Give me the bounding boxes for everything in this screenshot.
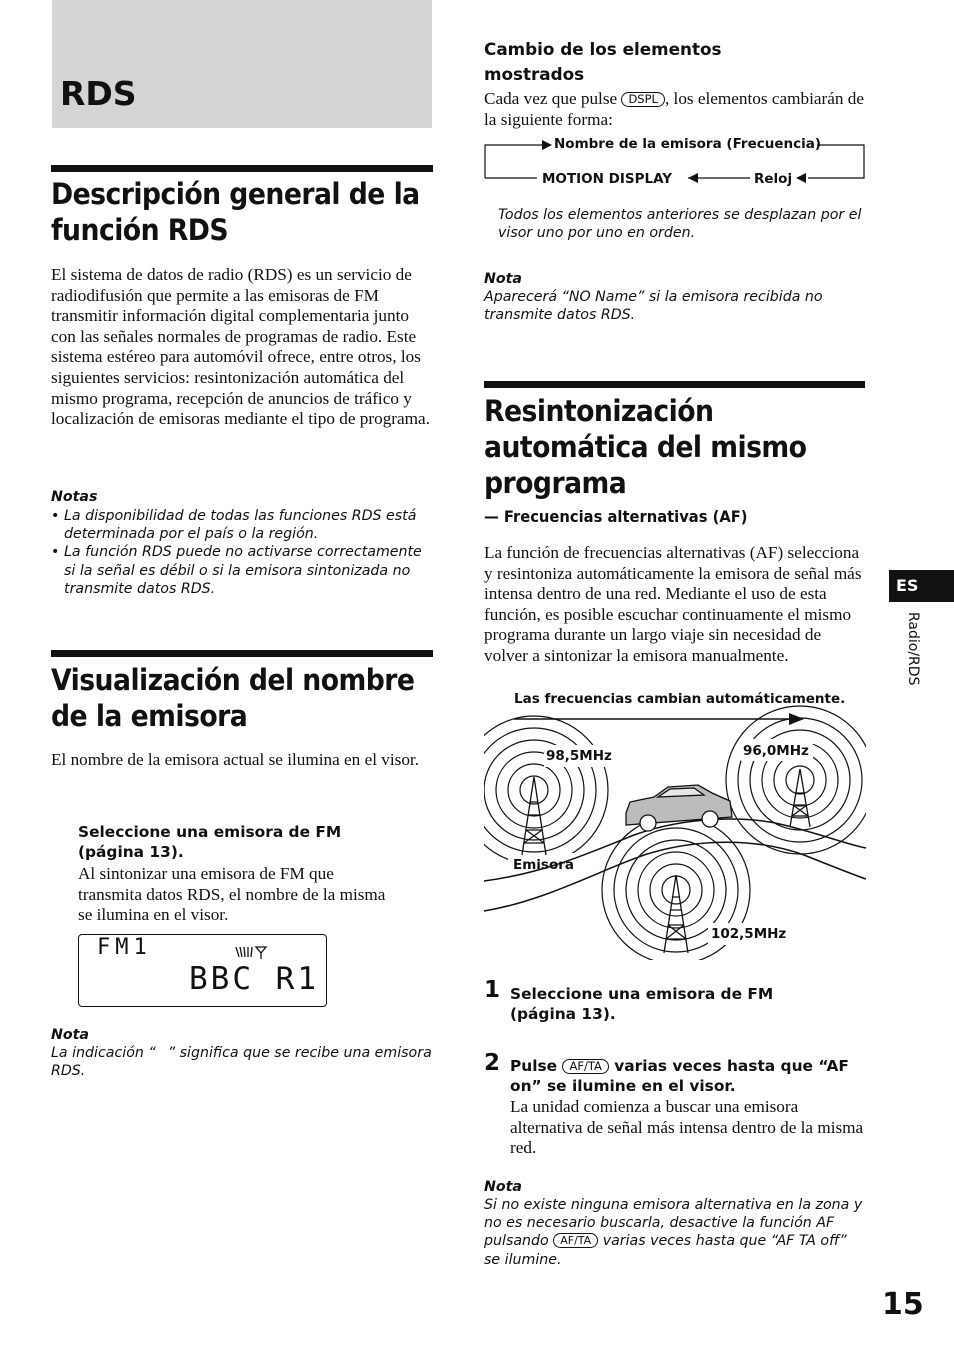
heading-rds-overview: Descripción general de la función RDS bbox=[51, 177, 420, 247]
lcd-display bbox=[78, 934, 327, 1007]
step-title: Seleccione una emisora de FM (página 13). bbox=[78, 823, 342, 861]
step2-title: Pulse AF/TA varias veces hasta que “AF on” se ilumine en el visor. bbox=[510, 1057, 849, 1095]
step-text: Al sintonizar una emisora de FM que transmita datos RDS, el nombre de la misma se ilumina en el visor. bbox=[78, 864, 386, 925]
step1-text: Seleccione una emisora de FM (página 13). bbox=[510, 985, 774, 1023]
notes-list bbox=[51, 507, 433, 598]
rds-antenna-icon bbox=[234, 944, 268, 960]
language-tab-label: ES bbox=[896, 576, 919, 595]
step1-number: 1 bbox=[484, 977, 501, 1003]
af-ta-button: AF/TA bbox=[562, 1059, 608, 1074]
section-rule-2 bbox=[51, 650, 433, 657]
freq-right-label: 96,0MHz bbox=[743, 743, 809, 759]
change-display-text: Cada vez que pulse DSPL , los elementos cambiarán de la siguiente forma: bbox=[484, 89, 864, 129]
title-box bbox=[52, 0, 432, 128]
flow-station-name: Nombre de la emisora (Frecuencia) bbox=[554, 136, 822, 152]
no-name-note: Aparecerá “NO Name” si la emisora recibida no transmite datos RDS. bbox=[484, 289, 823, 324]
language-tab bbox=[889, 570, 954, 602]
note-item: • La disponibilidad de todas las funciones RDS está determinada por el país o la región. bbox=[51, 507, 433, 543]
station-name-body: El nombre de la emisora actual se ilumina en el visor. bbox=[51, 750, 419, 769]
dspl-button: DSPL bbox=[621, 92, 665, 107]
step2-number: 2 bbox=[484, 1050, 501, 1076]
note-heading-4: Nota bbox=[484, 1179, 522, 1195]
station-label: Emisora bbox=[513, 857, 574, 873]
section-rule-1 bbox=[51, 165, 433, 172]
af-ta-button-note: AF/TA bbox=[553, 1233, 598, 1248]
af-diagram-caption: Las frecuencias cambian automáticamente. bbox=[514, 691, 846, 707]
cycle-caption: Todos los elementos anteriores se desplazan por el visor uno por uno en orden. bbox=[498, 207, 862, 242]
rds-overview-body: El sistema de datos de radio (RDS) es un servicio de radiodifusión que permite a las emisoras de FM transmitir información digital complementaria junto con las señales normales de programas de radio. Este sistema estéreo para automóvil ofrece, entre otros, los siguientes servicios: resintonización automática del mismo programa, recepción de anuncios de tráfico y localización de emisoras mediante el tipo de programa. bbox=[51, 265, 430, 429]
freq-bottom-label: 102,5MHz bbox=[711, 926, 787, 942]
heading-af: Resintonización automática del mismo programa bbox=[484, 394, 807, 500]
freq-left-label: 98,5MHz bbox=[546, 748, 612, 764]
af-note: Si no existe ninguna emisora alternativa en la zona y no es necesario buscarla, desactive la función AF pulsando AF/TA varias veces hasta que “AF TA off” se ilumine. bbox=[484, 1197, 863, 1268]
flow-clock: Reloj bbox=[754, 171, 793, 187]
lcd-station: BBC R1 bbox=[189, 961, 319, 997]
heading-station-name: Visualización del nombre de la emisora bbox=[51, 663, 415, 733]
note-heading-2: Nota bbox=[51, 1027, 89, 1043]
notes-heading: Notas bbox=[51, 489, 98, 505]
page-number: 15 bbox=[882, 1287, 924, 1322]
lcd-band: FM1 bbox=[97, 935, 152, 960]
af-body: La función de frecuencias alternativas (AF) selecciona y resintoniza automáticamente la emisora de señal más intensa dentro de una red. Mediante el uso de esta función, es posible escuchar continuamente el mismo programa durante un largo viaje sin necesidad de volver a sintonizar la emisora manualmente. bbox=[484, 543, 862, 665]
flow-motion-display: MOTION DISPLAY bbox=[542, 171, 672, 187]
note-heading-3: Nota bbox=[484, 271, 522, 287]
side-section-label: Radio/RDS bbox=[905, 612, 921, 686]
section-rule-4 bbox=[484, 381, 865, 388]
af-subheading: — Frecuencias alternativas (AF) bbox=[484, 507, 748, 526]
heading-change-display: Cambio de los elementos mostrados bbox=[484, 39, 722, 84]
step2-text: La unidad comienza a buscar una emisora alternativa de señal más intensa dentro de la misma red. bbox=[510, 1097, 864, 1158]
note-item: • La función RDS puede no activarse correctamente si la señal es débil o si la emisora sintonizada no transmite datos RDS. bbox=[51, 543, 433, 598]
rds-indicator-note: La indicación “ ” significa que se recibe una emisora RDS. bbox=[51, 1045, 432, 1080]
page-title: RDS bbox=[60, 74, 137, 113]
